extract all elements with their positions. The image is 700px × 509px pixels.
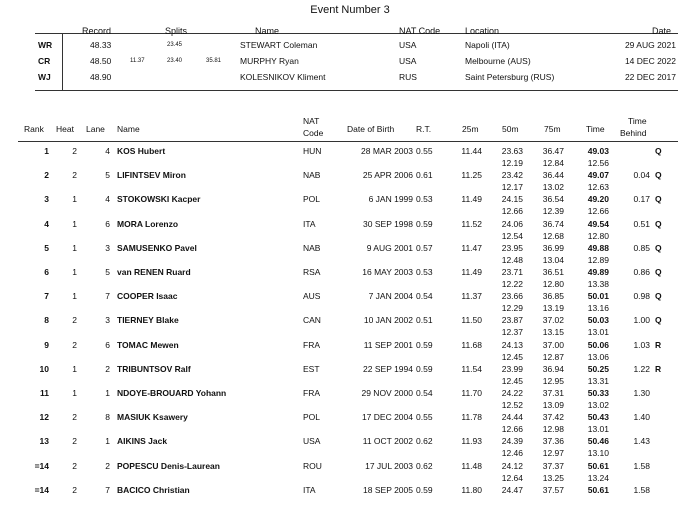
final-lap: 12.80 bbox=[587, 230, 609, 241]
nat-code: HUN bbox=[303, 146, 322, 156]
split-25m: 11.80 bbox=[461, 484, 482, 495]
heat: 1 bbox=[72, 388, 77, 398]
time-behind: 1.30 bbox=[633, 388, 650, 398]
record-nat: USA bbox=[399, 56, 417, 66]
split-50m: 23.66 bbox=[501, 291, 523, 302]
split-50m-lap: 12.64 bbox=[501, 472, 523, 483]
split-75m: 37.31 bbox=[542, 388, 564, 398]
col-nat: NAT bbox=[303, 116, 320, 126]
col-dob: Date of Birth bbox=[347, 124, 395, 134]
heat: 2 bbox=[72, 460, 77, 471]
lane: 8 bbox=[105, 412, 110, 423]
records-divider bbox=[62, 34, 63, 90]
split-25m: 11.52 bbox=[461, 218, 482, 229]
date-of-birth: 29 NOV 2000 bbox=[361, 388, 413, 398]
col-75m: 75m bbox=[544, 124, 561, 134]
reaction-time: 0.55 bbox=[416, 412, 433, 423]
qualification-mark: Q bbox=[655, 315, 662, 326]
nat-code: AUS bbox=[303, 291, 321, 302]
result-row bbox=[0, 194, 700, 218]
time-behind: 0.51 bbox=[633, 218, 650, 229]
swimmer-name: LIFINTSEV Miron bbox=[117, 170, 186, 181]
split-25m: 11.70 bbox=[461, 388, 482, 398]
record-nat: USA bbox=[399, 40, 417, 50]
record-time: 48.33 bbox=[90, 40, 112, 50]
swimmer-name: TOMAC Mewen bbox=[117, 339, 179, 350]
record-code: WJ bbox=[38, 72, 51, 82]
records-header-name: Name bbox=[255, 26, 280, 36]
date-of-birth: 10 JAN 2002 bbox=[363, 315, 413, 326]
split-75m-lap: 12.97 bbox=[542, 448, 564, 459]
swimmer-name: TRIBUNTSOV Ralf bbox=[117, 363, 191, 374]
swimmer-name: STOKOWSKI Kacper bbox=[117, 194, 201, 205]
lane: 1 bbox=[105, 388, 110, 398]
col-lane: Lane bbox=[86, 124, 105, 134]
rank: 4 bbox=[44, 218, 49, 229]
rank: 13 bbox=[39, 436, 49, 447]
final-lap: 12.66 bbox=[587, 206, 609, 217]
lane: 5 bbox=[105, 170, 110, 181]
date-of-birth: 9 AUG 2001 bbox=[366, 242, 413, 253]
time-behind: 1.58 bbox=[633, 460, 650, 471]
date-of-birth: 11 OCT 2002 bbox=[362, 436, 413, 447]
split-25m: 11.49 bbox=[461, 194, 482, 205]
record-location: Saint Petersburg (RUS) bbox=[465, 72, 555, 82]
date-of-birth: 11 SEP 2001 bbox=[363, 339, 413, 350]
reaction-time: 0.51 bbox=[416, 315, 433, 326]
col-rt: R.T. bbox=[416, 124, 432, 134]
result-row bbox=[0, 170, 700, 194]
split-50m: 24.13 bbox=[501, 339, 523, 350]
split-25m: 11.48 bbox=[461, 460, 482, 471]
split-75m-lap: 13.15 bbox=[542, 327, 564, 338]
col-time-behind-2: Behind bbox=[620, 128, 647, 138]
record-nat: RUS bbox=[399, 72, 417, 82]
result-row bbox=[0, 461, 700, 485]
split-25m: 11.78 bbox=[461, 412, 482, 423]
rank: 7 bbox=[44, 291, 49, 302]
rank: 6 bbox=[44, 267, 49, 277]
result-row bbox=[0, 485, 700, 509]
swimmer-name: POPESCU Denis-Laurean bbox=[117, 460, 220, 471]
reaction-time: 0.59 bbox=[416, 339, 433, 350]
nat-code: POL bbox=[303, 194, 321, 205]
reaction-time: 0.54 bbox=[416, 388, 433, 398]
final-lap: 13.06 bbox=[587, 351, 609, 362]
lane: 7 bbox=[105, 484, 110, 495]
split-75m-lap: 13.09 bbox=[542, 400, 564, 410]
final-time: 50.46 bbox=[587, 436, 609, 447]
final-time: 50.06 bbox=[587, 339, 609, 350]
reaction-time: 0.53 bbox=[416, 267, 433, 277]
final-time: 50.01 bbox=[587, 291, 609, 302]
event-title: Event Number 3 bbox=[310, 4, 390, 16]
split-75m-lap: 13.25 bbox=[542, 472, 564, 483]
split-75m: 37.02 bbox=[542, 315, 564, 326]
records-header-splits: Splits bbox=[165, 26, 188, 36]
final-time: 50.61 bbox=[587, 460, 609, 471]
lane: 2 bbox=[105, 363, 110, 374]
record-date: 14 DEC 2022 bbox=[624, 56, 676, 66]
qualification-mark: Q bbox=[655, 170, 662, 181]
reaction-time: 0.59 bbox=[416, 484, 433, 495]
split-75m: 37.00 bbox=[542, 339, 564, 350]
col-rank: Rank bbox=[24, 124, 44, 134]
final-lap: 12.56 bbox=[587, 158, 609, 168]
split-50m: 23.87 bbox=[501, 315, 523, 326]
time-behind: 0.17 bbox=[633, 194, 650, 205]
record-holder: MURPHY Ryan bbox=[240, 56, 299, 66]
split-25m: 11.47 bbox=[461, 242, 482, 253]
rank: 9 bbox=[44, 339, 49, 350]
heat: 2 bbox=[72, 146, 77, 156]
heat: 2 bbox=[72, 436, 77, 447]
split-50m-lap: 12.66 bbox=[501, 424, 523, 435]
col-nat-code: Code bbox=[303, 128, 324, 138]
rank: 3 bbox=[44, 194, 49, 205]
split-75m: 36.54 bbox=[542, 194, 564, 205]
split-25m: 11.93 bbox=[461, 436, 482, 447]
records-header-nat: NAT Code bbox=[399, 26, 441, 36]
record-split-2: 23.45 bbox=[167, 42, 183, 48]
time-behind: 0.98 bbox=[633, 291, 650, 302]
result-row bbox=[0, 340, 700, 364]
record-holder: KOLESNIKOV Kliment bbox=[240, 72, 326, 82]
split-50m: 24.22 bbox=[501, 388, 523, 398]
nat-code: ROU bbox=[303, 460, 322, 471]
records-table bbox=[35, 26, 678, 91]
nat-code: EST bbox=[303, 363, 320, 374]
lane: 4 bbox=[105, 194, 110, 205]
swimmer-name: KOS Hubert bbox=[117, 146, 166, 156]
time-behind: 1.40 bbox=[633, 412, 650, 423]
rank: 12 bbox=[39, 412, 49, 423]
split-25m: 11.50 bbox=[461, 315, 482, 326]
time-behind: 1.22 bbox=[633, 363, 650, 374]
split-75m: 37.42 bbox=[542, 412, 564, 423]
record-split-1: 11.37 bbox=[130, 58, 145, 64]
lane: 3 bbox=[105, 315, 110, 326]
time-behind: 0.85 bbox=[633, 242, 650, 253]
swimmer-name: SAMUSENKO Pavel bbox=[117, 242, 197, 253]
swimmer-name: van RENEN Ruard bbox=[117, 267, 191, 277]
date-of-birth: 7 JAN 2004 bbox=[368, 291, 413, 302]
split-75m-lap: 13.19 bbox=[542, 303, 564, 314]
record-holder: STEWART Coleman bbox=[240, 40, 318, 50]
split-75m-lap: 13.04 bbox=[542, 254, 564, 265]
lane: 4 bbox=[105, 146, 110, 156]
split-75m: 36.51 bbox=[542, 267, 564, 277]
date-of-birth: 30 SEP 1998 bbox=[363, 218, 413, 229]
rank: 10 bbox=[39, 363, 49, 374]
result-row bbox=[0, 291, 700, 315]
final-lap: 13.38 bbox=[587, 279, 609, 289]
split-75m-lap: 12.84 bbox=[542, 158, 564, 168]
final-time: 50.25 bbox=[587, 363, 609, 374]
final-time: 49.89 bbox=[587, 267, 609, 277]
final-time: 50.43 bbox=[587, 412, 609, 423]
final-lap: 13.10 bbox=[587, 448, 609, 459]
split-50m: 23.99 bbox=[501, 363, 523, 374]
nat-code: NAB bbox=[303, 170, 321, 181]
split-25m: 11.44 bbox=[461, 146, 482, 156]
result-row bbox=[0, 315, 700, 339]
split-75m: 36.94 bbox=[542, 363, 564, 374]
split-75m: 37.36 bbox=[542, 436, 564, 447]
split-50m: 23.63 bbox=[501, 146, 523, 156]
split-25m: 11.25 bbox=[461, 170, 482, 181]
split-50m: 23.42 bbox=[501, 170, 523, 181]
reaction-time: 0.53 bbox=[416, 194, 433, 205]
time-behind: 0.86 bbox=[633, 267, 650, 277]
split-50m: 23.71 bbox=[501, 267, 523, 277]
swimmer-name: NDOYE-BROUARD Yohann bbox=[117, 388, 227, 398]
rank: 5 bbox=[44, 242, 49, 253]
swimmer-name: MASIUK Ksawery bbox=[117, 412, 188, 423]
record-code: CR bbox=[38, 56, 51, 66]
split-75m: 36.44 bbox=[542, 170, 564, 181]
lane: 6 bbox=[105, 339, 110, 350]
final-lap: 13.24 bbox=[587, 472, 609, 483]
split-50m: 24.12 bbox=[501, 460, 523, 471]
lane: 2 bbox=[105, 460, 110, 471]
date-of-birth: 25 APR 2006 bbox=[362, 170, 413, 181]
result-row bbox=[0, 267, 700, 291]
col-50m: 50m bbox=[502, 124, 519, 134]
final-lap: 13.01 bbox=[587, 424, 609, 435]
final-time: 49.54 bbox=[587, 218, 609, 229]
heat: 2 bbox=[72, 339, 77, 350]
qualification-mark: Q bbox=[655, 291, 662, 302]
nat-code: FRA bbox=[303, 388, 320, 398]
final-time: 50.33 bbox=[587, 388, 609, 398]
split-50m: 24.15 bbox=[501, 194, 523, 205]
nat-code: CAN bbox=[303, 315, 321, 326]
split-75m: 36.47 bbox=[542, 146, 564, 156]
split-75m: 36.74 bbox=[542, 218, 564, 229]
split-75m-lap: 13.02 bbox=[542, 182, 564, 193]
swimmer-name: COOPER Isaac bbox=[117, 291, 178, 302]
final-time: 50.61 bbox=[587, 484, 609, 495]
qualification-mark: Q bbox=[655, 194, 662, 205]
split-25m: 11.54 bbox=[461, 363, 482, 374]
split-50m: 23.95 bbox=[501, 242, 523, 253]
split-50m-lap: 12.45 bbox=[501, 375, 523, 386]
qualification-mark: Q bbox=[655, 267, 662, 277]
heat: 2 bbox=[72, 315, 77, 326]
rank: 11 bbox=[40, 388, 49, 398]
result-row bbox=[0, 364, 700, 388]
final-lap: 12.63 bbox=[587, 182, 609, 193]
heat: 1 bbox=[72, 291, 77, 302]
split-25m: 11.68 bbox=[461, 339, 482, 350]
nat-code: POL bbox=[303, 412, 321, 423]
record-split-3: 35.81 bbox=[206, 58, 222, 64]
time-behind: 1.43 bbox=[633, 436, 650, 447]
nat-code: ITA bbox=[303, 484, 316, 495]
result-row bbox=[0, 243, 700, 267]
records-header-record: Record bbox=[82, 26, 112, 36]
reaction-time: 0.59 bbox=[416, 218, 433, 229]
reaction-time: 0.55 bbox=[416, 146, 433, 156]
heat: 1 bbox=[72, 194, 77, 205]
split-75m-lap: 12.39 bbox=[542, 206, 564, 217]
qualification-mark: Q bbox=[655, 146, 662, 156]
heat: 2 bbox=[72, 484, 77, 495]
nat-code: RSA bbox=[303, 267, 321, 277]
nat-code: ITA bbox=[303, 218, 316, 229]
split-25m: 11.37 bbox=[461, 291, 482, 302]
split-50m: 24.44 bbox=[501, 412, 523, 423]
split-75m: 36.85 bbox=[542, 291, 564, 302]
col-25m: 25m bbox=[462, 124, 479, 134]
col-time-behind-1: Time bbox=[628, 116, 647, 126]
heat: 1 bbox=[72, 242, 77, 253]
date-of-birth: 18 SEP 2005 bbox=[363, 484, 413, 495]
lane: 5 bbox=[105, 267, 110, 277]
time-behind: 1.58 bbox=[633, 484, 650, 495]
heat: 1 bbox=[72, 363, 77, 374]
rank: 8 bbox=[44, 315, 49, 326]
split-75m: 37.37 bbox=[542, 460, 564, 471]
date-of-birth: 28 MAR 2003 bbox=[361, 146, 413, 156]
reaction-time: 0.54 bbox=[416, 291, 433, 302]
nat-code: USA bbox=[303, 436, 321, 447]
final-time: 49.03 bbox=[587, 146, 609, 156]
rank: =14 bbox=[34, 460, 49, 471]
qualification-mark: Q bbox=[655, 242, 662, 253]
split-75m-lap: 12.68 bbox=[542, 230, 564, 241]
record-time: 48.50 bbox=[90, 56, 112, 66]
record-location: Napoli (ITA) bbox=[465, 40, 510, 50]
split-50m-lap: 12.46 bbox=[501, 448, 523, 459]
record-date: 22 DEC 2017 bbox=[624, 72, 676, 82]
time-behind: 1.03 bbox=[633, 339, 650, 350]
date-of-birth: 16 MAY 2003 bbox=[362, 267, 413, 277]
nat-code: FRA bbox=[303, 339, 320, 350]
record-date: 29 AUG 2021 bbox=[624, 40, 676, 50]
time-behind: 1.00 bbox=[633, 315, 650, 326]
result-row bbox=[0, 388, 700, 412]
record-split-2: 23.40 bbox=[167, 58, 183, 64]
reaction-time: 0.57 bbox=[416, 242, 433, 253]
qualification-mark: Q bbox=[655, 218, 662, 229]
final-time: 49.20 bbox=[587, 194, 609, 205]
split-75m-lap: 12.87 bbox=[542, 351, 564, 362]
swimmer-name: AIKINS Jack bbox=[117, 436, 168, 447]
result-row bbox=[0, 146, 700, 170]
reaction-time: 0.62 bbox=[416, 460, 433, 471]
heat: 1 bbox=[72, 267, 77, 277]
final-lap: 13.02 bbox=[587, 400, 609, 410]
record-code: WR bbox=[38, 40, 53, 50]
nat-code: NAB bbox=[303, 242, 321, 253]
split-50m-lap: 12.37 bbox=[501, 327, 523, 338]
split-50m-lap: 12.22 bbox=[501, 279, 523, 289]
reaction-time: 0.59 bbox=[416, 363, 433, 374]
heat: 2 bbox=[72, 170, 77, 181]
split-50m-lap: 12.52 bbox=[501, 400, 523, 410]
rank: =14 bbox=[34, 484, 49, 495]
date-of-birth: 6 JAN 1999 bbox=[368, 194, 413, 205]
lane: 6 bbox=[105, 218, 110, 229]
heat: 1 bbox=[72, 218, 77, 229]
final-time: 49.07 bbox=[587, 170, 609, 181]
split-50m-lap: 12.54 bbox=[501, 230, 523, 241]
split-75m: 36.99 bbox=[542, 242, 564, 253]
time-behind: 0.04 bbox=[633, 170, 650, 181]
result-row bbox=[0, 219, 700, 243]
split-75m: 37.57 bbox=[542, 484, 564, 495]
final-lap: 12.89 bbox=[587, 254, 609, 265]
heat: 2 bbox=[72, 412, 77, 423]
records-header-date: Date bbox=[652, 26, 672, 36]
header-rule bbox=[18, 141, 678, 142]
swimmer-name: MORA Lorenzo bbox=[117, 218, 179, 229]
split-50m-lap: 12.48 bbox=[501, 254, 523, 265]
records-header-location: Location bbox=[465, 26, 500, 36]
swimmer-name: TIERNEY Blake bbox=[117, 315, 179, 326]
result-row bbox=[0, 436, 700, 460]
final-time: 49.88 bbox=[587, 242, 609, 253]
split-50m: 24.39 bbox=[501, 436, 523, 447]
split-50m-lap: 12.66 bbox=[501, 206, 523, 217]
final-lap: 13.31 bbox=[587, 375, 609, 386]
rank: 1 bbox=[44, 146, 49, 156]
date-of-birth: 22 SEP 1994 bbox=[363, 363, 413, 374]
record-location: Melbourne (AUS) bbox=[465, 56, 531, 66]
split-75m-lap: 12.98 bbox=[542, 424, 564, 435]
split-25m: 11.49 bbox=[461, 267, 482, 277]
qualification-mark: R bbox=[655, 363, 662, 374]
split-50m: 24.06 bbox=[501, 218, 523, 229]
split-50m-lap: 12.17 bbox=[501, 182, 523, 193]
lane: 7 bbox=[105, 291, 110, 302]
final-lap: 13.01 bbox=[587, 327, 609, 338]
swimmer-name: BACICO Christian bbox=[117, 484, 190, 495]
final-lap: 13.16 bbox=[587, 303, 609, 314]
split-75m-lap: 12.80 bbox=[542, 279, 564, 289]
final-time: 50.03 bbox=[587, 315, 609, 326]
col-time: Time bbox=[586, 124, 605, 134]
reaction-time: 0.62 bbox=[416, 436, 433, 447]
qualification-mark: R bbox=[655, 339, 662, 350]
split-50m: 24.47 bbox=[501, 484, 523, 495]
reaction-time: 0.61 bbox=[416, 170, 433, 181]
split-50m-lap: 12.29 bbox=[501, 303, 523, 314]
lane: 3 bbox=[105, 242, 110, 253]
col-name: Name bbox=[117, 124, 140, 134]
col-heat: Heat bbox=[56, 124, 74, 134]
result-row bbox=[0, 412, 700, 436]
date-of-birth: 17 JUL 2003 bbox=[365, 460, 413, 471]
split-50m-lap: 12.19 bbox=[501, 158, 523, 168]
record-time: 48.90 bbox=[90, 72, 112, 82]
lane: 1 bbox=[105, 436, 110, 447]
rank: 2 bbox=[44, 170, 49, 181]
date-of-birth: 17 DEC 2004 bbox=[361, 412, 413, 423]
split-75m-lap: 12.95 bbox=[542, 375, 564, 386]
split-50m-lap: 12.45 bbox=[501, 351, 523, 362]
